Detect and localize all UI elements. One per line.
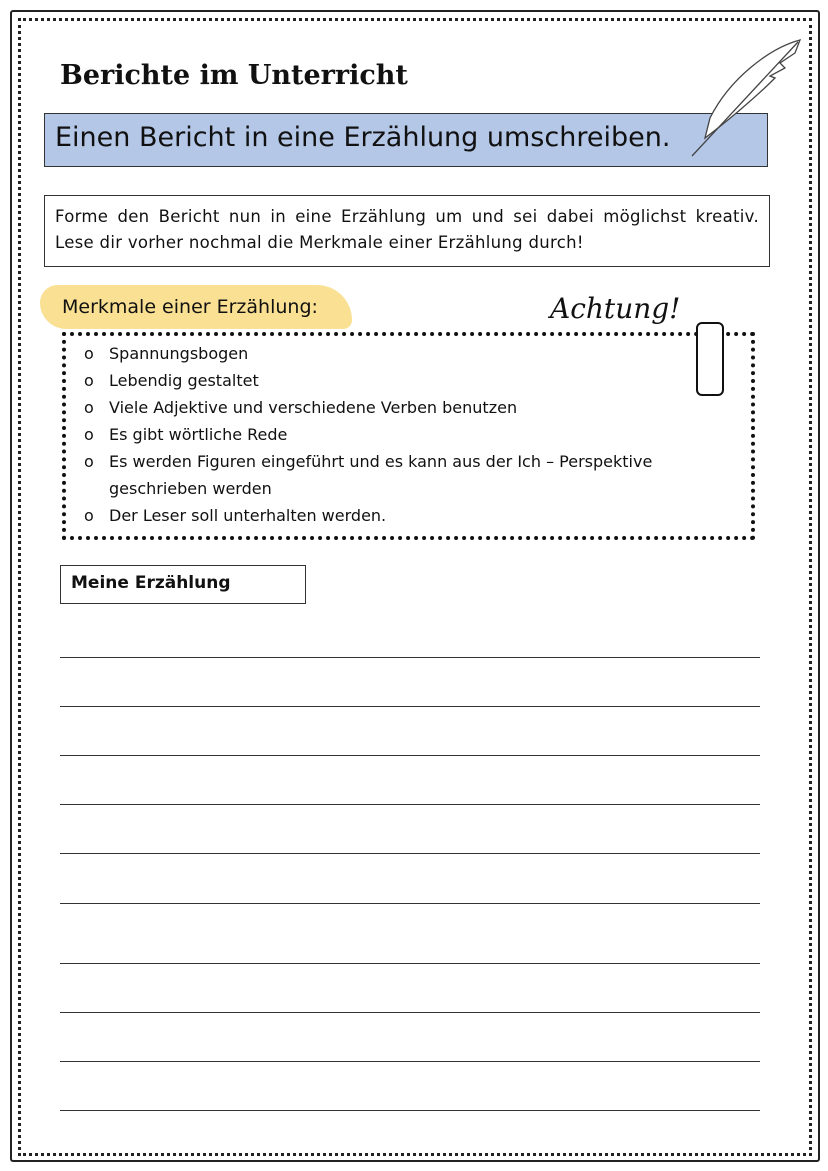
subtitle-banner: Einen Bericht in eine Erzählung umschreiben. (44, 113, 768, 167)
writing-line[interactable] (60, 755, 760, 756)
list-item: o Der Leser soll unterhalten werden. (84, 502, 724, 529)
writing-line[interactable] (60, 1110, 760, 1111)
worksheet-title: Berichte im Unterricht (60, 60, 408, 91)
writing-line[interactable] (60, 804, 760, 805)
writing-line[interactable] (60, 853, 760, 854)
features-heading: Merkmale einer Erzählung: (62, 296, 318, 318)
list-item: o Lebendig gestaltet (84, 367, 724, 394)
instruction-box: Forme den Bericht nun in eine Erzählung um und sei dabei möglichst kreativ. Lese dir vorher nochmal die Merkmale einer Erzählung durch! (44, 195, 770, 267)
writing-line[interactable] (60, 706, 760, 707)
story-label: Meine Erzählung (60, 565, 306, 604)
writing-line[interactable] (60, 1012, 760, 1013)
list-item: o Es gibt wörtliche Rede (84, 421, 724, 448)
list-item: o Viele Adjektive und verschiedene Verben benutzen (84, 394, 724, 421)
feather-quill-icon (680, 38, 805, 158)
writing-line[interactable] (60, 903, 760, 904)
list-item: o Spannungsbogen (84, 340, 724, 367)
writing-line[interactable] (60, 963, 760, 964)
attention-note: Achtung! (550, 292, 681, 325)
list-item: o Es werden Figuren eingeführt und es kann aus der Ich – Perspektive geschrieben werden (84, 448, 724, 502)
features-list (84, 340, 724, 529)
writing-line[interactable] (60, 657, 760, 658)
writing-line[interactable] (60, 1061, 760, 1062)
